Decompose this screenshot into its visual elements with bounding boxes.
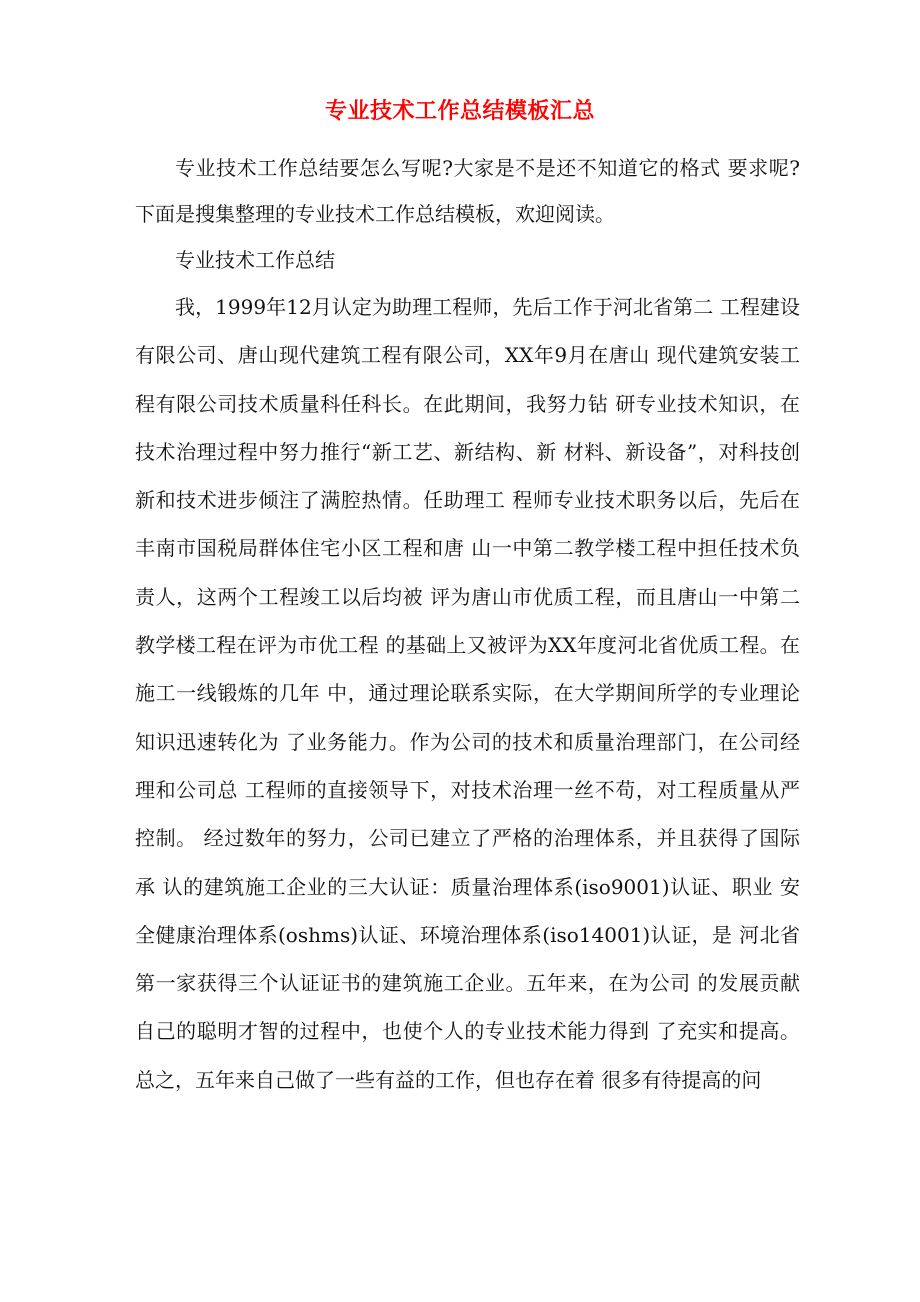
- document-title: 专业技术工作总结模板汇总: [324, 99, 595, 124]
- section-heading: 专业技术工作总结: [175, 248, 335, 272]
- body-paragraph: 我，1999年12月认定为助理工程师，先后工作于河北省第二 工程建设有限公司、唐山现代建筑工程有限公司，XX年9月在唐山 现代建筑安装工程有限公司技术质量科任科长。在此期间，我努力钻 研专业技术知识，在技术治理过程中努力推行“新工艺、新结构、新 材料、新设备”，对科技创新和技术进步倾注了满腔热情。任助理工 程师专业技术职务以后，先后在丰南市国税局群体住宅小区工程和唐 山一中第二教学楼工程中担任技术负责人，这两个工程竣工以后均被 评为唐山市优质工程，而且唐山一中第二教学楼工程在评为市优工程 的基础上又被评为XX年度河北省优质工程。在施工一线锻炼的几年 中，通过理论联系实际，在大学期间所学的专业理论知识迅速转化为 了业务能力。作为公司的技术和质量治理部门，在公司经理和公司总 工程师的直接领导下，对技术治理一丝不苟，对工程质量从严控制。 经过数年的努力，公司已建立了严格的治理体系，并且获得了国际承 认的建筑施工企业的三大认证：质量治理体系(iso9001)认证、职业 安全健康治理体系(oshms)认证、环境治理体系(iso14001)认证，是 河北省第一家获得三个认证证书的建筑施工企业。五年来，在为公司 的发展贡献自己的聪明才智的过程中，也使个人的专业技术能力得到 了充实和提高。总之，五年来自己做了一些有益的工作，但也存在着 很多有待提高的问: [135, 295, 800, 1092]
- intro-paragraph: 专业技术工作总结要怎么写呢?大家是不是还不知道它的格式 要求呢?下面是搜集整理的专业技术工作总结模板，欢迎阅读。: [135, 156, 800, 226]
